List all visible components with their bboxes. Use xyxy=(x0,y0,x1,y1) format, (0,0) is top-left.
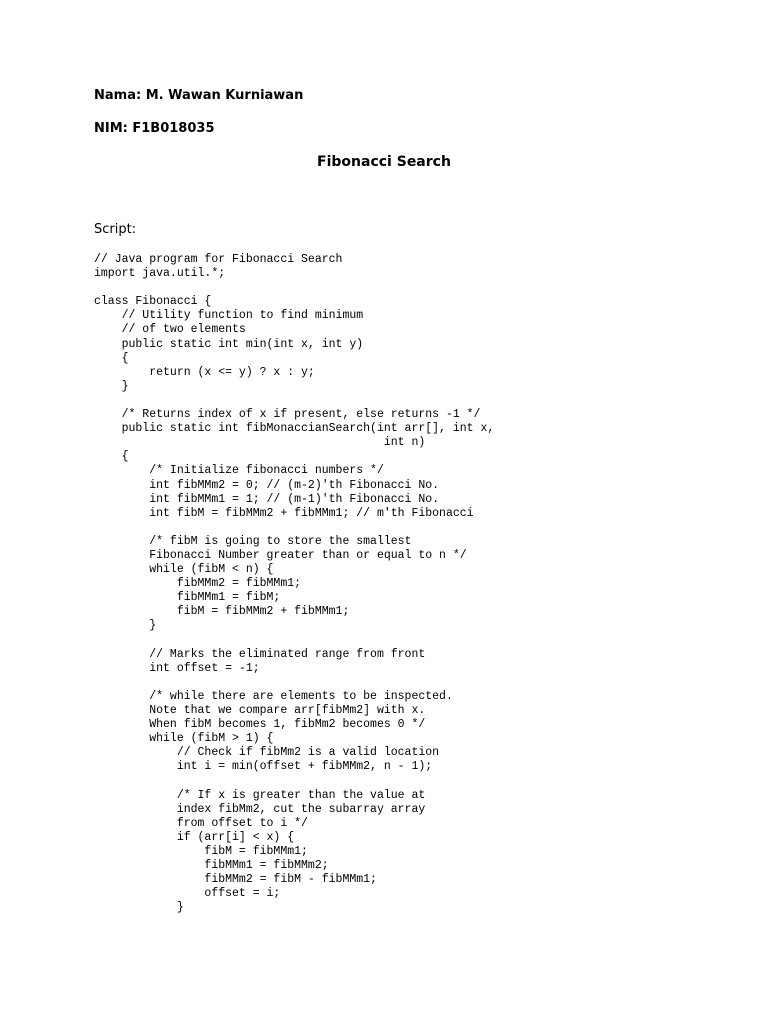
code-line: public static int fibMonaccianSearch(int arr[], int x, xyxy=(94,422,495,436)
code-line: fibMMm2 = fibMMm1; xyxy=(94,577,302,591)
code-line xyxy=(94,281,494,295)
code-line xyxy=(94,634,494,648)
code-line: /* If x is greater than the value at xyxy=(94,788,426,802)
code-block xyxy=(94,253,494,915)
code-line: public static int min(int x, int y) xyxy=(94,337,364,351)
code-line: } xyxy=(94,619,157,633)
code-line: fibMMm2 = fibM - fibMMm1; xyxy=(94,873,377,887)
code-line: class Fibonacci { xyxy=(94,295,212,309)
code-line: When fibM becomes 1, fibMm2 becomes 0 */ xyxy=(94,718,426,732)
code-line xyxy=(94,774,494,788)
code-line: from offset to i */ xyxy=(94,816,308,830)
code-line: offset = i; xyxy=(94,887,281,901)
code-line: index fibMm2, cut the subarray array xyxy=(94,802,426,816)
code-line: int i = min(offset + fibMMm2, n - 1); xyxy=(94,760,433,774)
code-line: // Utility function to find minimum xyxy=(94,309,364,323)
code-line: while (fibM < n) { xyxy=(94,563,274,577)
code-line: int offset = -1; xyxy=(94,661,260,675)
student-name: Nama: M. Wawan Kurniawan xyxy=(94,88,304,103)
code-line: // Java program for Fibonacci Search xyxy=(94,253,343,266)
code-line: Fibonacci Number greater than or equal to n */ xyxy=(94,548,467,562)
code-line: if (arr[i] < x) { xyxy=(94,830,295,844)
code-line: while (fibM > 1) { xyxy=(94,732,274,746)
code-line xyxy=(94,394,494,408)
code-line: import java.util.*; xyxy=(94,267,226,281)
code-line: Note that we compare arr[fibMm2] with x. xyxy=(94,704,426,717)
script-label: Script: xyxy=(94,222,137,237)
code-line xyxy=(94,676,494,690)
code-line: /* Returns index of x if present, else returns -1 */ xyxy=(94,408,481,422)
code-line: // Check if fibMm2 is a valid location xyxy=(94,746,440,760)
code-line xyxy=(94,521,494,535)
code-line: // Marks the eliminated range from front xyxy=(94,647,426,661)
code-line: int fibMMm2 = 0; // (m-2)'th Fibonacci No. xyxy=(94,478,440,492)
page-title: Fibonacci Search xyxy=(317,154,451,170)
code-line: } xyxy=(94,901,184,915)
code-line: fibM = fibMMm1; xyxy=(94,844,308,858)
code-line: fibM = fibMMm2 + fibMMm1; xyxy=(94,605,350,619)
code-line: fibMMm1 = fibM; xyxy=(94,591,281,605)
code-line: } xyxy=(94,379,129,393)
code-line: // of two elements xyxy=(94,323,246,337)
code-line: { xyxy=(94,450,129,464)
code-line: int n) xyxy=(94,436,426,450)
code-line: fibMMm1 = fibMMm2; xyxy=(94,859,329,873)
code-line: int fibM = fibMMm2 + fibMMm1; // m'th Fibonacci xyxy=(94,506,474,520)
code-line: /* while there are elements to be inspected. xyxy=(94,689,453,703)
student-nim: NIM: F1B018035 xyxy=(94,121,215,136)
code-line: int fibMMm1 = 1; // (m-1)'th Fibonacci No. xyxy=(94,492,440,506)
code-line: /* fibM is going to store the smallest xyxy=(94,534,412,548)
code-line: { xyxy=(94,351,129,365)
code-line: return (x <= y) ? x : y; xyxy=(94,365,315,379)
code-line: /* Initialize fibonacci numbers */ xyxy=(94,464,384,478)
